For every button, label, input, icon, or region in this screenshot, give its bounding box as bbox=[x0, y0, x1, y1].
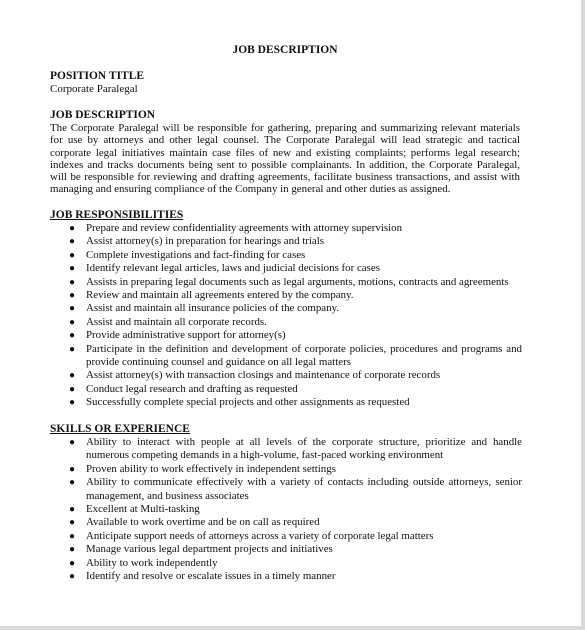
description-line: will be responsible for reviewing and drafting agreements, facilitate business transactions, and assist with bbox=[50, 171, 520, 184]
list-item: ● Provide administrative support for attorney(s) bbox=[69, 329, 286, 342]
bullet-icon: ● bbox=[69, 557, 76, 569]
bullet-icon: ● bbox=[69, 383, 76, 395]
description-line: corporate legal initiatives maintain case files of new and existing complaints; performs legal research; bbox=[50, 146, 520, 159]
list-item: ● Proven ability to work effectively in independent settings bbox=[69, 462, 336, 475]
bullet-icon: ● bbox=[69, 276, 76, 288]
skills-heading: SKILLS OR EXPERIENCE bbox=[50, 423, 190, 435]
list-item: ● Complete investigations and fact-finding for cases bbox=[69, 248, 306, 261]
bullet-icon: ● bbox=[69, 530, 76, 542]
bullet-icon: ● bbox=[69, 316, 76, 328]
description-line: indexes and tracks documents being sent to possible complainants. In addition, the Corporate Paralegal, bbox=[50, 158, 520, 171]
list-item: ● Excellent at Multi-tasking bbox=[69, 503, 200, 516]
bullet-icon: ● bbox=[69, 397, 76, 409]
bullet-icon: ● bbox=[69, 249, 76, 261]
bullet-icon: ● bbox=[69, 370, 76, 382]
position-title-value: Corporate Paralegal bbox=[50, 83, 138, 95]
list-item: ● Anticipate support needs of attorneys across a variety of corporate legal matters bbox=[69, 529, 434, 542]
list-item: ● Assist and maintain all insurance policies of the company. bbox=[69, 302, 340, 315]
bullet-icon: ● bbox=[69, 223, 76, 234]
list-item: ● Assist and maintain all corporate records. bbox=[69, 315, 267, 328]
bullet-icon: ● bbox=[69, 303, 76, 315]
responsibilities-list bbox=[50, 222, 522, 410]
bullet-icon: ● bbox=[69, 236, 76, 248]
bullet-icon: ● bbox=[69, 504, 76, 516]
list-item: ● Manage various legal department projects and initiatives bbox=[69, 543, 333, 556]
list-item: ● Successfully complete special projects and other assignments as requested bbox=[69, 396, 410, 409]
list-item: ● Ability to interact with people at all levels of the corporate structure, prioritize and handle numerous competing demands in a high-volume, fast-paced working environment bbox=[69, 436, 522, 462]
job-description-paragraph bbox=[50, 122, 520, 196]
bullet-icon: ● bbox=[69, 463, 76, 475]
list-item: ● Ability to work independently bbox=[69, 556, 218, 569]
job-responsibilities-heading: JOB RESPONSIBILITIES bbox=[50, 209, 184, 221]
list-item: ● Assist attorney(s) in preparation for hearings and trials bbox=[69, 235, 325, 248]
position-title-heading: POSITION TITLE bbox=[50, 70, 145, 82]
bullet-icon: ● bbox=[69, 330, 76, 342]
bullet-icon: ● bbox=[69, 263, 76, 275]
bullet-icon: ● bbox=[69, 290, 76, 302]
bullet-icon: ● bbox=[69, 343, 76, 355]
list-item: ● Assist attorney(s) with transaction closings and maintenance of corporate records bbox=[69, 369, 441, 382]
list-item: ● Conduct legal research and drafting as requested bbox=[69, 382, 298, 395]
description-line: for use by attorneys and other legal counsel. The Corporate Paralegal will lead strategic and tactical bbox=[50, 134, 520, 147]
list-item: ● Ability to communicate effectively with a variety of contacts including outside attorneys, senior management, and business associates bbox=[69, 476, 522, 502]
bullet-icon: ● bbox=[69, 571, 76, 583]
description-line: The Corporate Paralegal will be responsible for gathering, preparing and summarizing relevant materials bbox=[50, 122, 520, 134]
job-description-heading: JOB DESCRIPTION bbox=[50, 109, 156, 121]
document-title: JOB DESCRIPTION bbox=[232, 44, 338, 56]
list-item: ● Available to work overtime and be on call as required bbox=[69, 516, 320, 529]
list-item: ● Identify and resolve or escalate issues in a timely manner bbox=[69, 570, 336, 583]
list-item: ● Participate in the definition and development of corporate policies, procedures and programs and provide continuing counsel and guidance on all legal matters bbox=[69, 342, 522, 369]
list-item: ● Identify relevant legal articles, laws and judicial decisions for cases bbox=[69, 262, 380, 275]
list-item: ● Review and maintain all agreements entered by the company. bbox=[69, 289, 354, 302]
bullet-icon: ● bbox=[69, 544, 76, 556]
skills-list bbox=[50, 436, 522, 583]
bullet-icon: ● bbox=[69, 437, 76, 448]
description-line: managing and ensuring compliance of the Company in general and other duties as assigned. bbox=[50, 183, 451, 196]
list-item: ● Assists in preparing legal documents such as legal arguments, motions, contracts and agreements bbox=[69, 275, 509, 288]
bullet-icon: ● bbox=[69, 517, 76, 529]
bullet-icon: ● bbox=[69, 477, 76, 489]
list-item: ● Prepare and review confidentiality agreements with attorney supervision bbox=[69, 222, 403, 234]
